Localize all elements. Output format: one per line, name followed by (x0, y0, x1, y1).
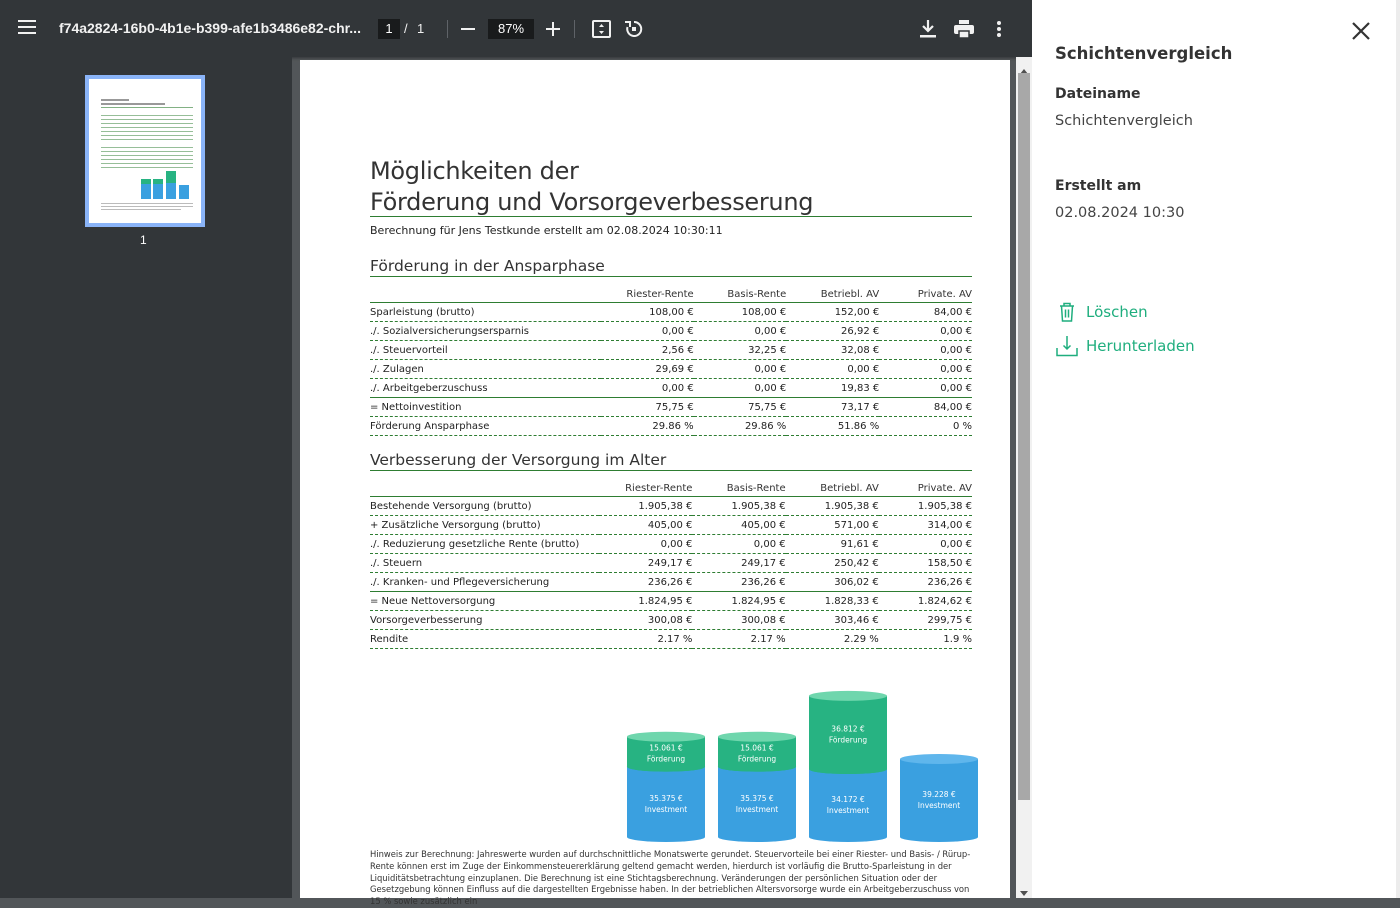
row-label: Bestehende Versorgung (brutto) (370, 497, 599, 516)
row-value: 0,00 € (601, 379, 694, 398)
comparison-chart (620, 665, 990, 845)
row-value: 1.824,62 € (879, 592, 972, 611)
chart-bar-foerderung-top (718, 732, 796, 742)
row-value: 32,25 € (694, 341, 787, 360)
table-row (370, 554, 972, 573)
row-label: ./. Kranken- und Pflegeversicherung (370, 573, 599, 592)
row-label: Sparleistung (brutto) (370, 303, 601, 322)
row-value: 405,00 € (599, 516, 692, 535)
row-label: ./. Sozialversicherungsersparnis (370, 322, 601, 341)
row-value: 73,17 € (786, 398, 879, 417)
row-value: 0,00 € (694, 379, 787, 398)
row-value: 2,56 € (601, 341, 694, 360)
document-filename: f74a2824-16b0-4b1e-b399-afe1b3486e82-chr... (59, 20, 361, 36)
page-number-input[interactable]: 1 (378, 19, 400, 39)
panel-title: Schichtenvergleich (1055, 44, 1233, 63)
created-label: Erstellt am (1055, 178, 1142, 194)
delete-button[interactable] (1055, 300, 1148, 324)
zoom-in-icon[interactable] (546, 22, 560, 36)
row-label: ./. Arbeitgeberzuschuss (370, 379, 601, 398)
download-icon[interactable] (920, 20, 936, 38)
download-button[interactable] (1055, 334, 1195, 358)
row-value: 1.824,95 € (692, 592, 785, 611)
row-value: 306,02 € (786, 573, 879, 592)
chart-data-label: 36.812 € (831, 724, 865, 734)
row-value: 91,61 € (786, 535, 879, 554)
print-icon[interactable] (954, 20, 974, 38)
chart-series-label: Förderung (828, 735, 868, 745)
row-value: 0,00 € (879, 341, 972, 360)
chart-series-label: Förderung (737, 754, 777, 764)
row-label: = Nettoinvestition (370, 398, 601, 417)
row-value: 2.17 % (599, 630, 692, 649)
chart-series-label: Investment (644, 804, 688, 814)
table-row (370, 341, 972, 360)
row-value: 236,26 € (599, 573, 692, 592)
document-subtitle: Berechnung für Jens Testkunde erstellt am 02.08.2024 10:30:11 (370, 224, 723, 237)
row-label: Rendite (370, 630, 599, 649)
row-label: ./. Reduzierung gesetzliche Rente (brutto) (370, 535, 599, 554)
trash-icon (1055, 300, 1079, 324)
foerderung-table (370, 282, 972, 436)
document-title-line2: Förderung und Vorsorgeverbesserung (370, 188, 814, 216)
row-label: Vorsorgeverbesserung (370, 611, 599, 630)
chart-bar-investment-top (900, 754, 978, 764)
table-header-cell: Betriebl. AV (786, 476, 879, 497)
row-value: 0,00 € (694, 322, 787, 341)
table-header-cell: Betriebl. AV (786, 282, 879, 303)
table-row (370, 516, 972, 535)
scroll-down-icon[interactable] (1019, 884, 1029, 902)
chart-data-label: 15.061 € (740, 743, 774, 753)
row-value: 0,00 € (692, 535, 785, 554)
table-row (370, 303, 972, 322)
zoom-level-input[interactable]: 87% (488, 19, 534, 39)
calculation-note: Hinweis zur Berechnung: Jahreswerte wurden auf durchschnittliche Monatswerte gerundet. Steuervorteile bei einer Riester- und Basis- / Rürup-Rente können erst im Zuge der Einkommensteuererklärung geltend gemacht werden, hierdurch ist vorläufig die Brutto-Sparleistung in der Liquiditätsbetrachtung einzuplanen. Die Berechnung ist eine Stichtagsberechnung. Veränderungen der persönlichen Situation oder der Gesetzgebung können Einfluss auf die dargestellten Ergebnisse haben. In der betrieblichen Altersvorsorge wurde ein Arbeitgeberzuschuss von 15 % sowie zusätzlich ein (370, 849, 971, 907)
row-value: 1.828,33 € (786, 592, 879, 611)
row-value: 571,00 € (786, 516, 879, 535)
chart-bar-foerderung-top (809, 691, 887, 701)
pdf-page (300, 60, 1010, 907)
table-header-cell: Riester-Rente (601, 282, 694, 303)
chart-series-label: Investment (826, 806, 870, 816)
row-label: = Neue Nettoversorgung (370, 592, 599, 611)
page-thumbnail[interactable] (85, 75, 205, 227)
row-value: 1.9 % (879, 630, 972, 649)
table-row (370, 611, 972, 630)
table-header-cell: Basis-Rente (694, 282, 787, 303)
section-underline (370, 276, 972, 277)
menu-icon[interactable] (18, 20, 36, 34)
row-value: 32,08 € (786, 341, 879, 360)
created-value: 02.08.2024 10:30 (1055, 205, 1185, 221)
table-header-cell (370, 476, 599, 497)
row-value: 2.17 % (692, 630, 785, 649)
section-versorgung-title: Verbesserung der Versorgung im Alter (370, 451, 667, 469)
file-details-panel (1032, 0, 1400, 898)
row-value: 405,00 € (692, 516, 785, 535)
table-row (370, 379, 972, 398)
chart-data-label: 34.172 € (831, 795, 865, 805)
chart-data-label: 39.228 € (922, 790, 956, 799)
row-value: 84,00 € (879, 398, 972, 417)
thumbnail-page-number: 1 (140, 233, 147, 247)
viewer-toolbar (0, 0, 1032, 57)
row-value: 0,00 € (879, 379, 972, 398)
row-value: 236,26 € (879, 573, 972, 592)
row-value: 0,00 € (879, 535, 972, 554)
window-edge (1396, 0, 1400, 898)
table-header-row (370, 476, 972, 497)
row-value: 29,69 € (601, 360, 694, 379)
row-value: 26,92 € (786, 322, 879, 341)
toolbar-divider (574, 20, 575, 38)
table-row (370, 417, 972, 436)
row-value: 300,08 € (692, 611, 785, 630)
document-title-line1: Möglichkeiten der (370, 157, 579, 185)
row-value: 84,00 € (879, 303, 972, 322)
row-value: 303,46 € (786, 611, 879, 630)
table-header-cell: Private. AV (879, 282, 972, 303)
table-header-cell: Basis-Rente (692, 476, 785, 497)
toolbar-divider (447, 20, 448, 38)
row-value: 29.86 % (694, 417, 787, 436)
row-value: 1.905,38 € (692, 497, 785, 516)
row-value: 75,75 € (694, 398, 787, 417)
table-header-row (370, 282, 972, 303)
fit-page-icon[interactable] (592, 20, 611, 38)
section-foerderung-title: Förderung in der Ansparphase (370, 257, 605, 275)
scrollbar-thumb[interactable] (1018, 73, 1030, 800)
row-value: 0,00 € (599, 535, 692, 554)
rotate-icon[interactable] (624, 19, 644, 39)
table-header-cell: Riester-Rente (599, 476, 692, 497)
row-value: 299,75 € (879, 611, 972, 630)
chart-data-label: 35.375 € (649, 793, 683, 803)
versorgung-table (370, 476, 972, 649)
row-value: 249,17 € (692, 554, 785, 573)
table-row (370, 360, 972, 379)
close-panel-button[interactable] (1350, 20, 1372, 42)
table-header-cell: Private. AV (879, 476, 972, 497)
row-label: Förderung Ansparphase (370, 417, 601, 436)
table-row (370, 630, 972, 649)
thumbnail-preview-image (89, 79, 201, 223)
row-value: 0,00 € (786, 360, 879, 379)
download-tray-icon (1055, 334, 1079, 358)
table-row (370, 497, 972, 516)
row-value: 2.29 % (786, 630, 879, 649)
row-label: ./. Steuervorteil (370, 341, 601, 360)
row-value: 158,50 € (879, 554, 972, 573)
table-row (370, 535, 972, 554)
table-row (370, 398, 972, 417)
row-value: 1.905,38 € (786, 497, 879, 516)
chart-bar-foerderung-top (627, 732, 705, 742)
row-value: 19,83 € (786, 379, 879, 398)
chart-data-label: 35.375 € (740, 793, 774, 803)
row-value: 75,75 € (601, 398, 694, 417)
title-underline (370, 216, 972, 217)
row-value: 0,00 € (601, 322, 694, 341)
row-value: 108,00 € (601, 303, 694, 322)
chart-series-label: Förderung (646, 754, 686, 764)
filename-label: Dateiname (1055, 86, 1141, 102)
row-value: 1.824,95 € (599, 592, 692, 611)
chart-series-label: Investment (917, 801, 961, 810)
row-value: 0,00 € (879, 360, 972, 379)
zoom-out-icon[interactable] (461, 28, 475, 30)
row-value: 314,00 € (879, 516, 972, 535)
filename-value: Schichtenvergleich (1055, 113, 1193, 129)
row-value: 0 % (879, 417, 972, 436)
close-icon (1350, 20, 1372, 42)
row-value: 249,17 € (599, 554, 692, 573)
table-row (370, 592, 972, 611)
row-value: 1.905,38 € (879, 497, 972, 516)
section-underline (370, 470, 972, 471)
row-value: 0,00 € (694, 360, 787, 379)
table-row (370, 322, 972, 341)
page-total: 1 (417, 21, 425, 36)
table-row (370, 573, 972, 592)
row-value: 300,08 € (599, 611, 692, 630)
chart-data-label: 15.061 € (649, 743, 683, 753)
document-title (370, 156, 813, 218)
row-value: 0,00 € (879, 322, 972, 341)
delete-label: Löschen (1086, 303, 1148, 321)
download-label: Herunterladen (1086, 337, 1195, 355)
row-value: 108,00 € (694, 303, 787, 322)
table-header-cell (370, 282, 601, 303)
row-value: 250,42 € (786, 554, 879, 573)
more-options-icon[interactable] (997, 21, 1001, 37)
row-value: 1.905,38 € (599, 497, 692, 516)
row-label: ./. Steuern (370, 554, 599, 573)
row-value: 51.86 % (786, 417, 879, 436)
row-value: 152,00 € (786, 303, 879, 322)
page-separator: / (404, 21, 408, 36)
row-value: 236,26 € (692, 573, 785, 592)
chart-series-label: Investment (735, 804, 779, 814)
row-label: ./. Zulagen (370, 360, 601, 379)
row-label: + Zusätzliche Versorgung (brutto) (370, 516, 599, 535)
row-value: 29.86 % (601, 417, 694, 436)
